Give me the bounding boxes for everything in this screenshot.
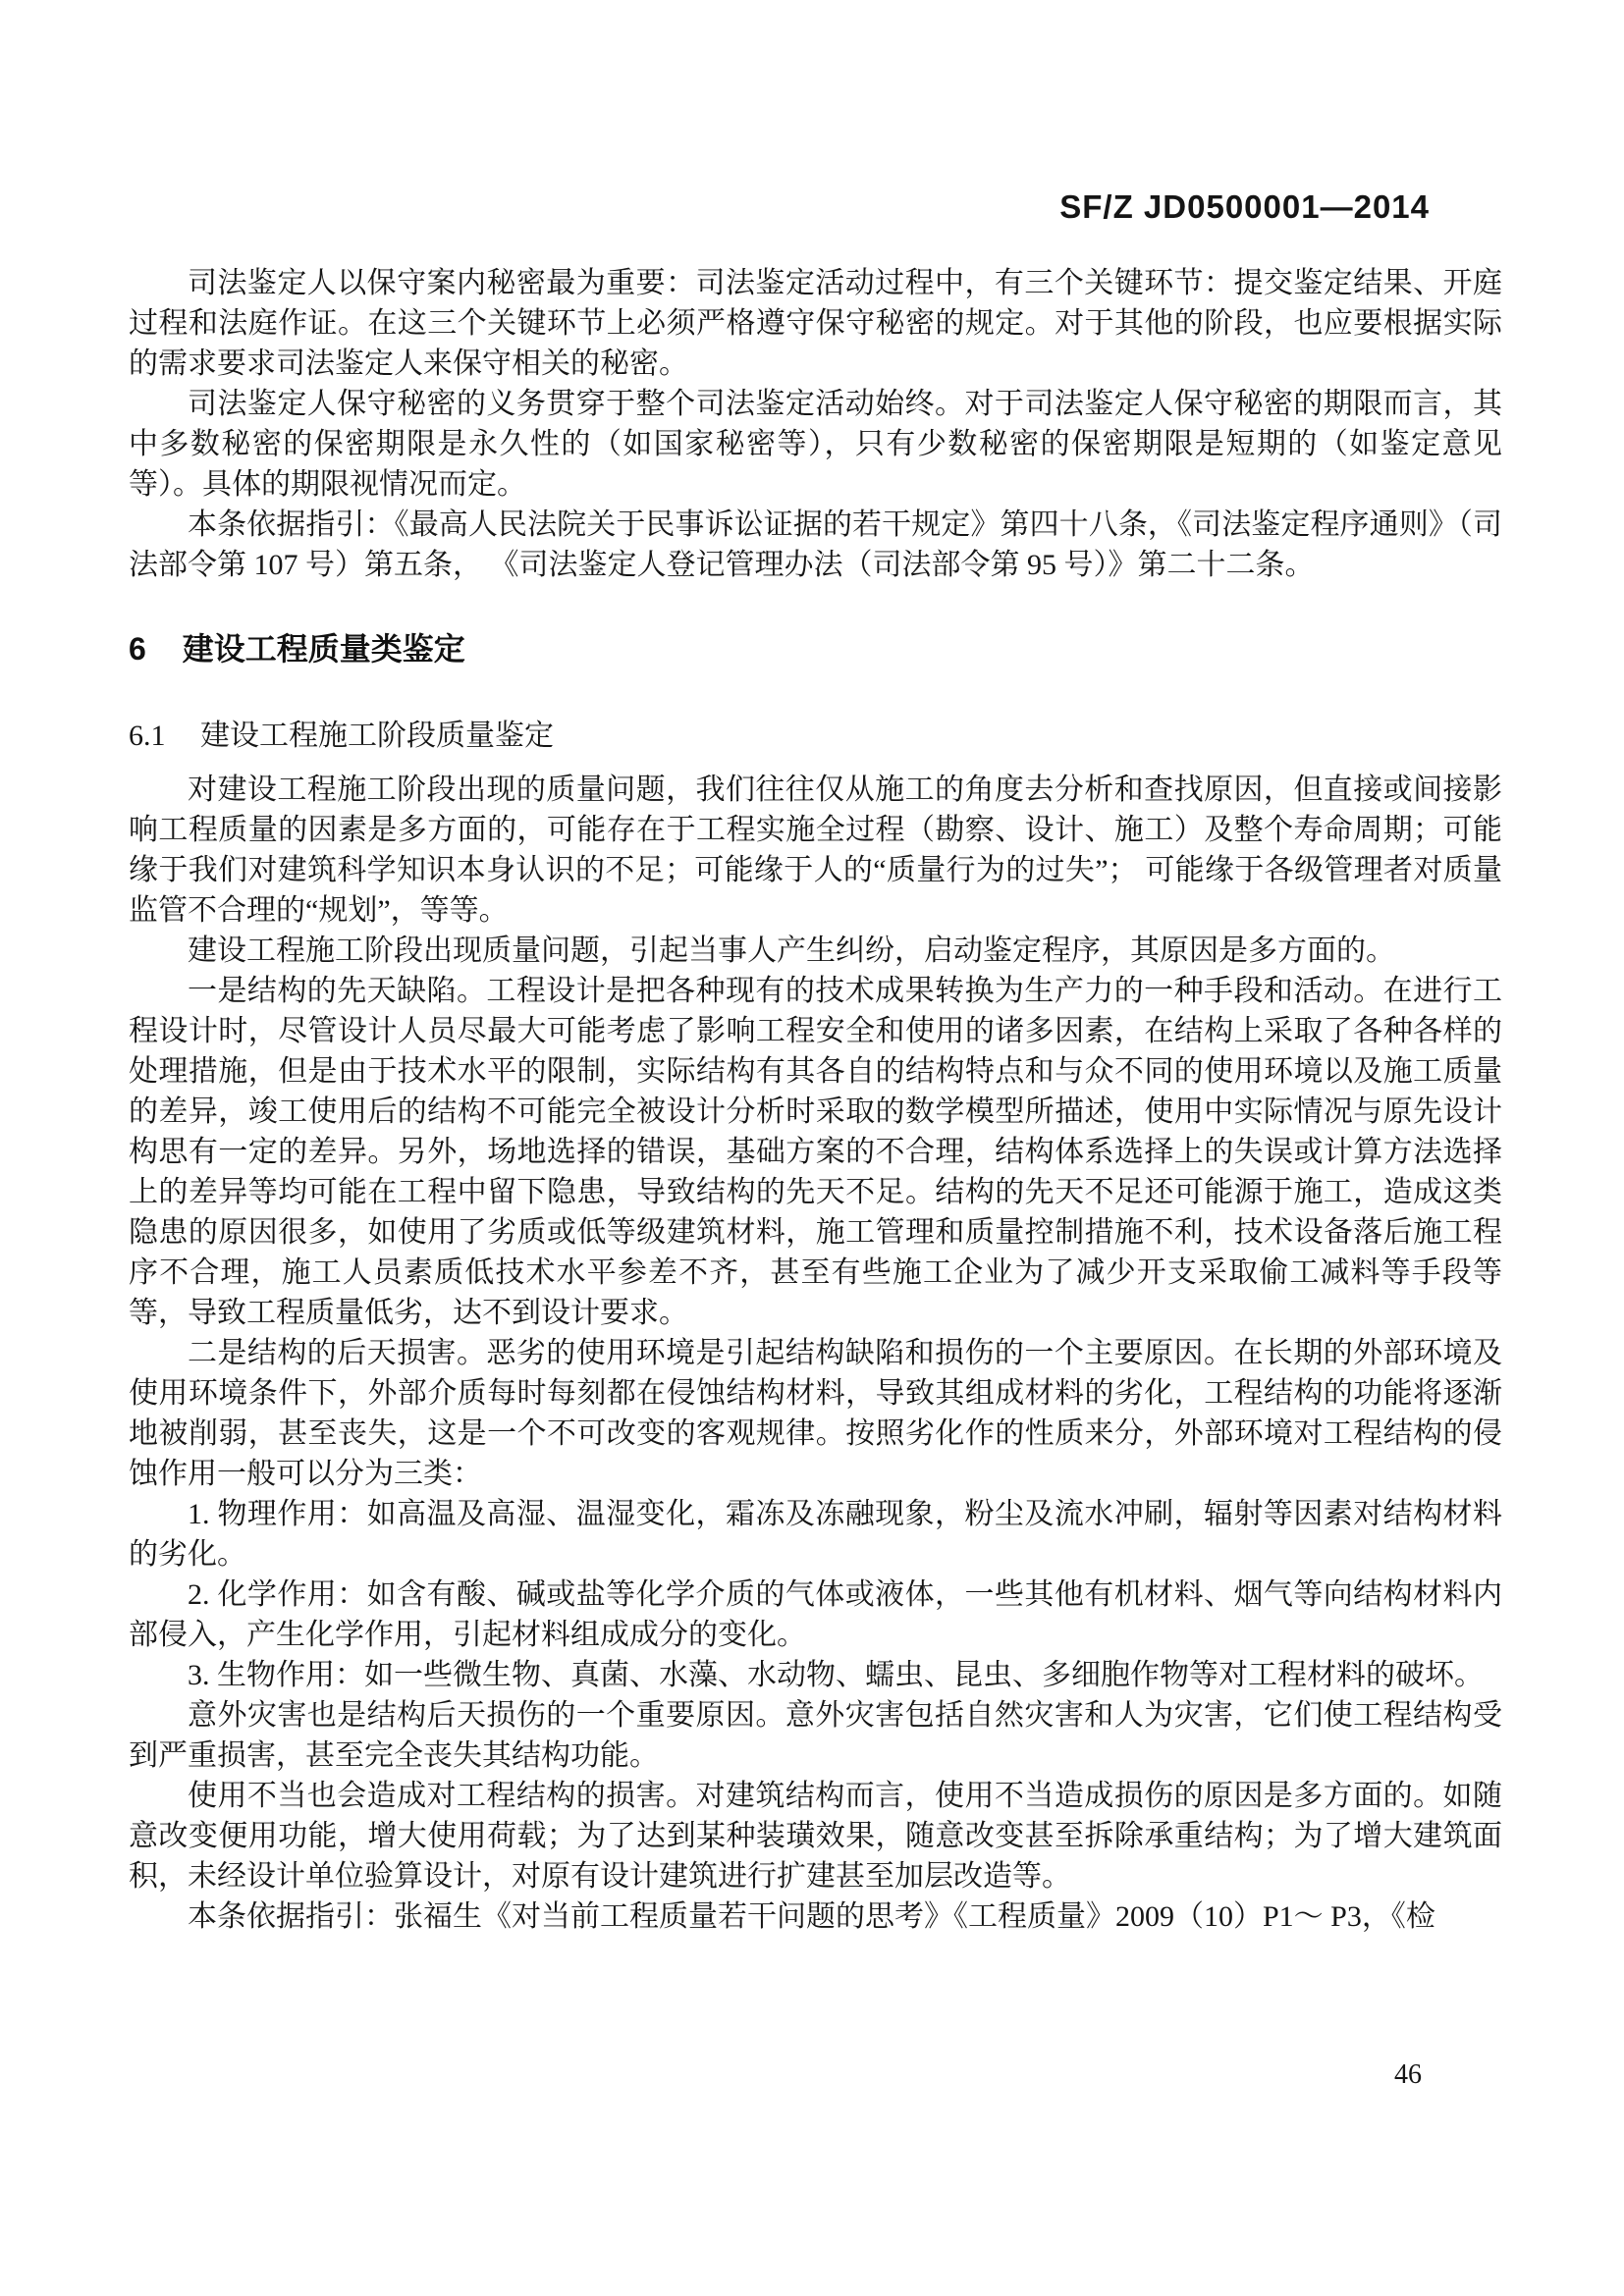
paragraph-improper-use: 使用不当也会造成对工程结构的损害。对建筑结构而言，使用不当造成损伤的原因是多方面的。如随意改变便用功能，增大使用荷载；为了达到某种装璜效果，随意改变甚至拆除承重结构；为了增大建筑面积，未经设计单位验算设计，对原有设计建筑进行扩建甚至加层改造等。 — [129, 1780, 1502, 1893]
subsection-title: 建设工程施工阶段质量鉴定 — [200, 720, 554, 752]
paragraph-legal-basis-secrecy: 本条依据指引：《最高人民法院关于民事诉讼证据的若干规定》第四十八条，《司法鉴定程序通则》（司法部令第 107 号）第五条， 《司法鉴定人登记管理办法（司法部令第 95 号）》第二十二条。 — [129, 508, 1502, 581]
section-title: 建设工程质量类鉴定 — [182, 631, 465, 667]
paragraph-secrecy-duration: 司法鉴定人保守秘密的义务贯穿于整个司法鉴定活动始终。对于司法鉴定人保守秘密的期限而言，其中多数秘密的保密期限是永久性的（如国家秘密等），只有少数秘密的保密期限是短期的（如鉴定意见等）。具体的期限视情况而定。 — [129, 388, 1502, 501]
paragraph-innate-defects: 一是结构的先天缺陷。工程设计是把各种现有的技术成果转换为生产力的一种手段和活动。在进行工程设计时，尽管设计人员尽最大可能考虑了影响工程安全和使用的诸多因素，在结构上采取了各种各样的处理措施，但是由于技术水平的限制，实际结构有其各自的结构特点和与众不同的使用环境以及施工质量的差异，竣工使用后的结构不可能完全被设计分析时采取的数学模型所描述，使用中实际情况与原先设计构思有一定的差异。另外，场地选择的错误，基础方案的不合理，结构体系选择上的失误或计算方法选择上的差异等均可能在工程中留下隐患，导致结构的先天不足。结构的先天不足还可能源于施工，造成这类隐患的原因很多，如使用了劣质或低等级建筑材料，施工管理和质量控制措施不利，技术设备落后施工程序不合理，施工人员素质低技术水平参差不齐，甚至有些施工企业为了减少开支采取偷工减料等手段等等，导致工程质量低劣，达不到设计要求。 — [129, 975, 1502, 1329]
section-heading-6-1 — [129, 718, 1502, 755]
page-number: 46 — [1394, 2059, 1422, 2090]
paragraph-quality-problem-causes: 对建设工程施工阶段出现的质量问题，我们往往仅从施工的角度去分析和查找原因，但直接或间接影响工程质量的因素是多方面的，可能存在于工程实施全过程（勘察、设计、施工）及整个寿命周期；可能缘于我们对建筑科学知识本身认识的不足；可能缘于人的“质量行为的过失”； 可能缘于各级管理者对质量监管不合理的“规划”，等等。 — [129, 774, 1502, 927]
paragraph-acquired-damage: 二是结构的后天损害。恶劣的使用环境是引起结构缺陷和损伤的一个主要原因。在长期的外部环境及使用环境条件下，外部介质每时每刻都在侵蚀结构材料，导致其组成材料的劣化，工程结构的功能将逐渐地被削弱，甚至丧失，这是一个不可改变的客观规律。按照劣化作的性质来分，外部环境对工程结构的侵蚀作用一般可以分为三类： — [129, 1337, 1502, 1490]
section-heading-6 — [129, 629, 1502, 668]
subsection-number: 6.1 — [129, 720, 166, 752]
paragraph-dispute-origin: 建设工程施工阶段出现质量问题，引起当事人产生纠纷，启动鉴定程序，其原因是多方面的。 — [188, 934, 1395, 967]
list-item-physical-action: 1. 物理作用：如高温及高湿、温湿变化，霜冻及冻融现象，粉尘及流水冲刷，辐射等因素对结构材料的劣化。 — [129, 1498, 1502, 1571]
paragraph-secrecy-key-links: 司法鉴定人以保守案内秘密最为重要：司法鉴定活动过程中，有三个关键环节：提交鉴定结果、开庭过程和法庭作证。在这三个关键环节上必须严格遵守保守秘密的规定。对于其他的阶段，也应要根据实际的需求要求司法鉴定人来保守相关的秘密。 — [129, 267, 1502, 380]
section-number: 6 — [129, 631, 146, 667]
list-item-chemical-action: 2. 化学作用：如含有酸、碱或盐等化学介质的气体或液体，一些其他有机材料、烟气等向结构材料内部侵入，产生化学作用，引起材料组成成分的变化。 — [129, 1578, 1502, 1651]
paragraph-accidental-disaster: 意外灾害也是结构后天损伤的一个重要原因。意外灾害包括自然灾害和人为灾害，它们使工程结构受到严重损害，甚至完全丧失其结构功能。 — [129, 1699, 1502, 1772]
list-item-biological-action: 3. 生物作用：如一些微生物、真菌、水藻、水动物、蠕虫、昆虫、多细胞作物等对工程材料的破坏。 — [188, 1659, 1484, 1691]
standard-code-header: SF/Z JD0500001—2014 — [1059, 188, 1430, 225]
page-content — [129, 263, 1502, 1937]
paragraph-legal-basis-quality: 本条依据指引：张福生《对当前工程质量若干问题的思考》《工程质量》2009（10）P1～ P3，《检 — [188, 1900, 1435, 1933]
